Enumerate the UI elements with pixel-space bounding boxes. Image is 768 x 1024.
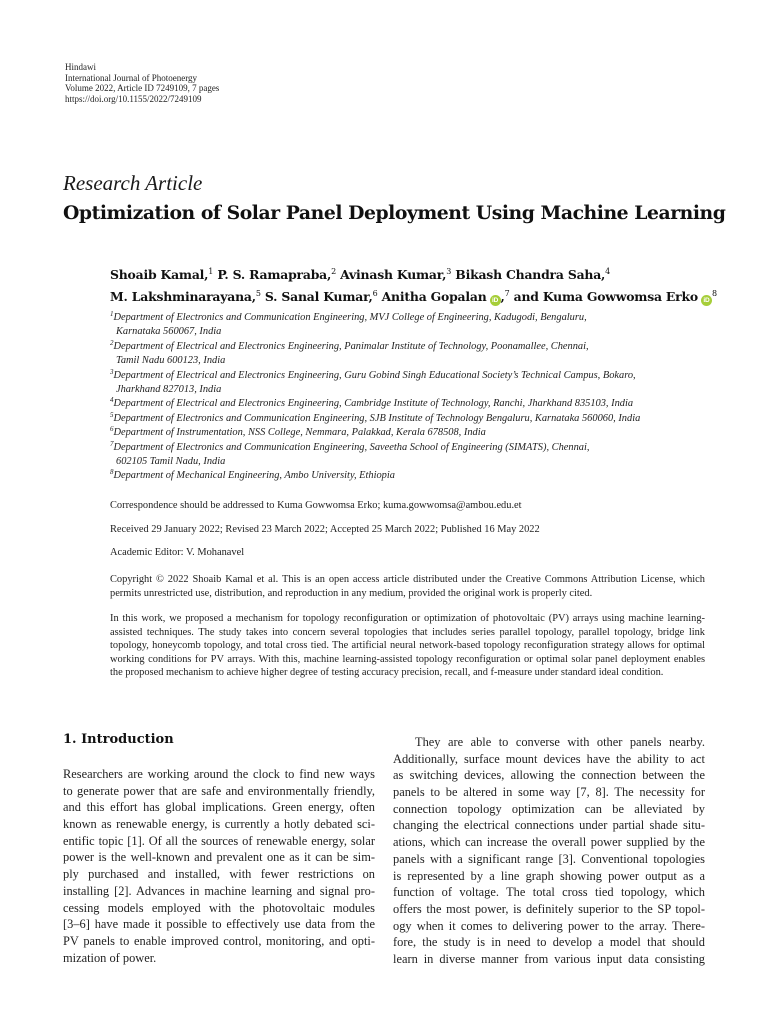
text-line: is represented by a line graph showing power output as a <box>393 868 705 883</box>
affiliation-mark: 1 <box>110 310 114 318</box>
text-line: connection topology optimization can be alleviated by <box>393 801 705 816</box>
affiliation <box>110 426 710 440</box>
affiliation-text: Department of Electronics and Communication Engineering, Saveetha School of Engineering (SIMATS), Chennai, <box>113 441 590 453</box>
text-line: ply purchased and installed, with fewer restrictions on <box>63 867 375 882</box>
author-affiliation-mark: 6 <box>372 289 378 298</box>
publisher-name: Hindawi <box>65 62 96 72</box>
affiliation-mark: 4 <box>110 396 114 405</box>
text-line: panels with a significant range [3]. Conventional topologies <box>393 851 705 866</box>
author-list <box>110 264 717 308</box>
affiliation <box>110 311 710 325</box>
text-line: PV panels to enable improved control, monitoring, and opti- <box>63 933 375 948</box>
affiliation-text: Department of Electrical and Electronics Engineering, Panimalar Institute of Technology, Poonamallee, Chennai, <box>113 340 589 352</box>
author-affiliation-mark: 5 <box>255 289 261 298</box>
text-line: to generate power that are safe and environmentally friendly, <box>63 783 375 798</box>
text-line: power is the well-known and prevalent one as it can be sim- <box>63 850 375 865</box>
author-name[interactable]: Anitha Gopalan <box>381 289 487 304</box>
journal-header <box>65 62 219 104</box>
abstract: In this work, we proposed a mechanism for topology reconfiguration or optimization of photovoltaic (PV) arrays using machine learning-assisted techniques. The study takes into concern several topologies that includes series parallel topology, parallel topology, bridge link topology, honeycomb topology, and total cross tied. The artificial neural network-based topology reconfiguration strategy allows for optimal working conditions for PV arrays. With this, machine learning-assisted topology reconfiguration or optimal solar panel deployment enables the proposed mechanism to achieve higher degree of testing accuracy precision, recall, and f-measure under standard ideal condition. <box>110 613 705 679</box>
text-line: as switching devices, allowing the connection between the <box>393 768 705 783</box>
affiliation <box>110 397 710 411</box>
orcid-icon[interactable]: iD <box>701 295 712 306</box>
author-name[interactable]: M. Lakshminarayana, <box>110 289 256 304</box>
affiliation-continued: Karnataka 560067, India <box>116 326 222 338</box>
copyright-notice: Copyright © 2022 Shoaib Kamal et al. This is an open access article distributed under the Creative Commons Attribution License, which permits unrestricted use, distribution, and reproduction in any medium, provided the original work is properly cited. <box>110 574 705 599</box>
text-line: and this effort has global implications. Green energy, often <box>63 800 375 815</box>
affiliation-mark: 7 <box>110 439 114 448</box>
author-name[interactable]: and Kuma Gowwomsa Erko <box>513 289 698 304</box>
author-name[interactable]: Avinash Kumar, <box>340 267 447 282</box>
article-title: Optimization of Solar Panel Deployment Using Machine Learning <box>63 202 726 224</box>
text-line: [3–6] have made it possible to effectively use data from the <box>63 917 375 932</box>
affiliation-continued: 602105 Tamil Nadu, India <box>116 456 226 468</box>
text-line: offers the most power, is definitely superior to the SP topol- <box>393 901 705 916</box>
affiliation-continued: Tamil Nadu 600123, India <box>116 355 226 367</box>
affiliation-mark: 5 <box>110 410 114 419</box>
author-name[interactable]: S. Sanal Kumar, <box>264 289 373 304</box>
affiliation-text: Department of Electrical and Electronics Engineering, Cambridge Institute of Technology, Ranchi, Jharkhand 835103, India <box>113 398 634 410</box>
affiliation-text: Department of Mechanical Engineering, Ambo University, Ethiopia <box>113 470 395 482</box>
text-line: Additionally, surface mount devices have the ability to act <box>393 751 705 766</box>
affiliation <box>110 412 710 426</box>
affiliation-continued: Jharkhand 827013, India <box>116 384 222 396</box>
text-line: ogy when it comes to delivering power to the array. There- <box>393 918 705 933</box>
orcid-icon[interactable]: iD <box>490 295 501 306</box>
text-line: function of voltage. The total cross tied topology, which <box>393 885 705 900</box>
affiliation <box>110 340 710 354</box>
affiliation-mark: 2 <box>110 338 114 347</box>
article-category: Research Article <box>63 171 203 195</box>
affiliation-mark: 6 <box>110 425 114 434</box>
affiliation-mark: 8 <box>110 468 114 477</box>
text-line: panels to be altered in some way [7, 8]. The necessity for <box>393 785 705 800</box>
section-heading: 1. Introduction <box>63 732 174 747</box>
author-line <box>110 286 717 308</box>
author-affiliation-mark: 2 <box>331 267 337 276</box>
affiliation-text: Department of Electrical and Electronics Engineering, Guru Gobind Singh Educational Society’s Technical Campus, Bokaro, <box>113 369 636 381</box>
text-line: ations, which can increase the overall power supplied by the <box>393 835 705 850</box>
publication-dates: Received 29 January 2022; Revised 23 March 2022; Accepted 25 March 2022; Published 16 May 2022 <box>110 524 540 535</box>
affiliation-text: Department of Electronics and Communication Engineering, SJB Institute of Technology Bengaluru, Karnataka 560060, India <box>113 412 641 424</box>
text-line: fore, the study is in need to develop a model that should <box>393 935 705 950</box>
affiliation-text: Department of Electronics and Communication Engineering, MVJ College of Engineering, Kadugodi, Bengaluru, <box>113 312 587 323</box>
text-line: installing [2]. Advances in machine learning and signal pro- <box>63 883 375 898</box>
journal-name: International Journal of Photoenergy <box>65 72 198 83</box>
intro-right-column <box>393 734 705 968</box>
text-line: learn in diverse manner from various input data consisting <box>393 951 705 966</box>
affiliation <box>110 369 710 383</box>
intro-left-column <box>63 766 375 966</box>
author-line <box>110 264 717 286</box>
text-line: cessing models employed with the photovoltaic modules <box>63 900 375 915</box>
affiliation-mark: 3 <box>110 367 114 376</box>
affiliation <box>110 469 710 483</box>
author-name[interactable]: P. S. Ramapraba, <box>217 267 332 282</box>
affiliation <box>110 441 710 455</box>
author-name[interactable]: Bikash Chandra Saha, <box>455 267 606 282</box>
author-affiliation-mark: 7 <box>504 289 510 298</box>
affiliation-list <box>110 311 710 484</box>
author-name[interactable]: Shoaib Kamal, <box>110 267 209 282</box>
text-line: They are able to converse with other panels nearby. <box>415 735 705 749</box>
author-affiliation-mark: 3 <box>446 267 452 276</box>
volume-line: Volume 2022, Article ID 7249109, 7 pages <box>65 83 220 93</box>
text-line: changing the electrical connections under partial shade situ- <box>393 818 705 833</box>
author-affiliation-mark: 8 <box>711 289 717 298</box>
text-line: mization of power. <box>63 950 157 965</box>
affiliation-text: Department of Instrumentation, NSS College, Nemmara, Palakkad, Kerala 678508, India <box>113 427 486 439</box>
author-affiliation-mark: 4 <box>605 267 611 276</box>
author-affiliation-mark: 1 <box>208 267 214 276</box>
academic-editor: Academic Editor: V. Mohanavel <box>110 547 245 558</box>
doi-link[interactable]: https://doi.org/10.1155/2022/7249109 <box>65 93 202 104</box>
text-line: Researchers are working around the clock to find new ways <box>63 767 375 781</box>
text-line: entific topic [1]. Of all the sources of renewable energy, solar <box>63 833 375 848</box>
author-separator: , <box>500 289 505 304</box>
text-line: known as renewable energy, is currently a hotly debated sci- <box>63 817 375 832</box>
correspondence-line: Correspondence should be addressed to Kuma Gowwomsa Erko; kuma.gowwomsa@ambou.edu.et <box>110 500 522 511</box>
